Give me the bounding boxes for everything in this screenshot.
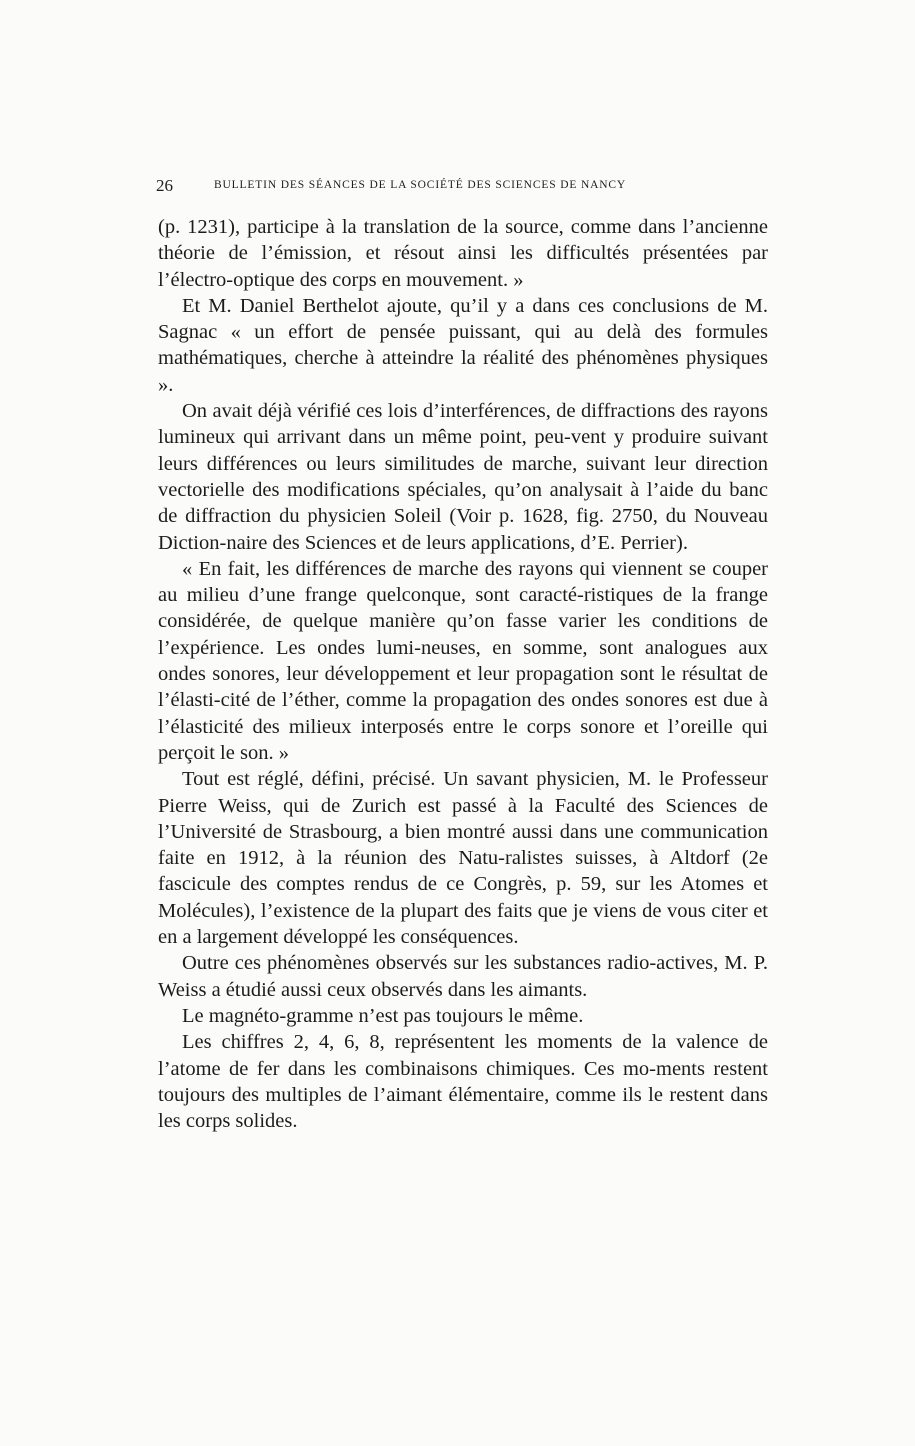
page-number: 26 xyxy=(156,176,173,195)
paragraph-4: « En fait, les différences de marche des rayons qui viennent se couper au milieu d’une frange quelconque, sont caracté-ristiques de la frange considérée, de quelque manière qu’on fasse varier les conditions de l’expérience. Les ondes lumi-neuses, en somme, sont analogues aux ondes sonores, leur développement et leur propagation sont le résultat de l’élasti-cité de l’éther, comme la propagation des ondes sonores est due à l’élasticité des milieux interposés entre le corps sonore et l’oreille qui perçoit le son. » xyxy=(158,557,768,764)
paragraph-1: (p. 1231), participe à la translation de la source, comme dans l’ancienne théorie de l’émission, et résout ainsi les difficultés présentées par l’électro-optique des corps en mouvement. » xyxy=(158,216,768,291)
journal-title: BULLETIN DES SÉANCES DE LA SOCIÉTÉ DES SCIENCES DE NANCY xyxy=(214,179,627,191)
paragraph-6: Outre ces phénomènes observés sur les substances radio-actives, M. P. Weiss a étudié aussi ceux observés dans les aimants. xyxy=(158,952,768,1001)
paragraph-8: Les chiffres 2, 4, 6, 8, représentent les moments de la valence de l’atome de fer dans les combinaisons chimiques. Ces mo-ments restent toujours des multiples de l’aimant élémentaire, comme ils le restent dans les corps solides. xyxy=(158,1031,768,1133)
paragraph-7: Le magnéto-gramme n’est pas toujours le même. xyxy=(182,1004,584,1027)
paragraph-2: Et M. Daniel Berthelot ajoute, qu’il y a dans ces conclusions de M. Sagnac « un effort de pensée puissant, qui au delà des formules mathématiques, cherche à atteindre la réalité des phénomènes physiques ». xyxy=(158,294,768,396)
body-text xyxy=(158,214,768,1134)
paragraph-3: On avait déjà vérifié ces lois d’interférences, de diffractions des rayons lumineux qui arrivant dans un même point, peu-vent y produire suivant leurs différences ou leurs similitudes de marche, suivant leur direction vectorielle des modifications spéciales, qu’on analysait à l’aide du banc de diffraction du physicien Soleil (Voir p. 1628, fig. 2750, du Nouveau Diction-naire des Sciences et de leurs applications, d’E. Perrier). xyxy=(158,400,768,554)
paragraph-5: Tout est réglé, défini, précisé. Un savant physicien, M. le Professeur Pierre Weiss, qui de Zurich est passé à la Faculté des Sciences de l’Université de Strasbourg, a bien montré aussi dans une communication faite en 1912, à la réunion des Natu-ralistes suisses, à Altdorf (2e fascicule des comptes rendus de ce Congrès, p. 59, sur les Atomes et Molécules), l’existence de la plupart des faits que je viens de vous citer et en a largement développé les conséquences. xyxy=(158,768,768,949)
running-header xyxy=(156,176,766,196)
